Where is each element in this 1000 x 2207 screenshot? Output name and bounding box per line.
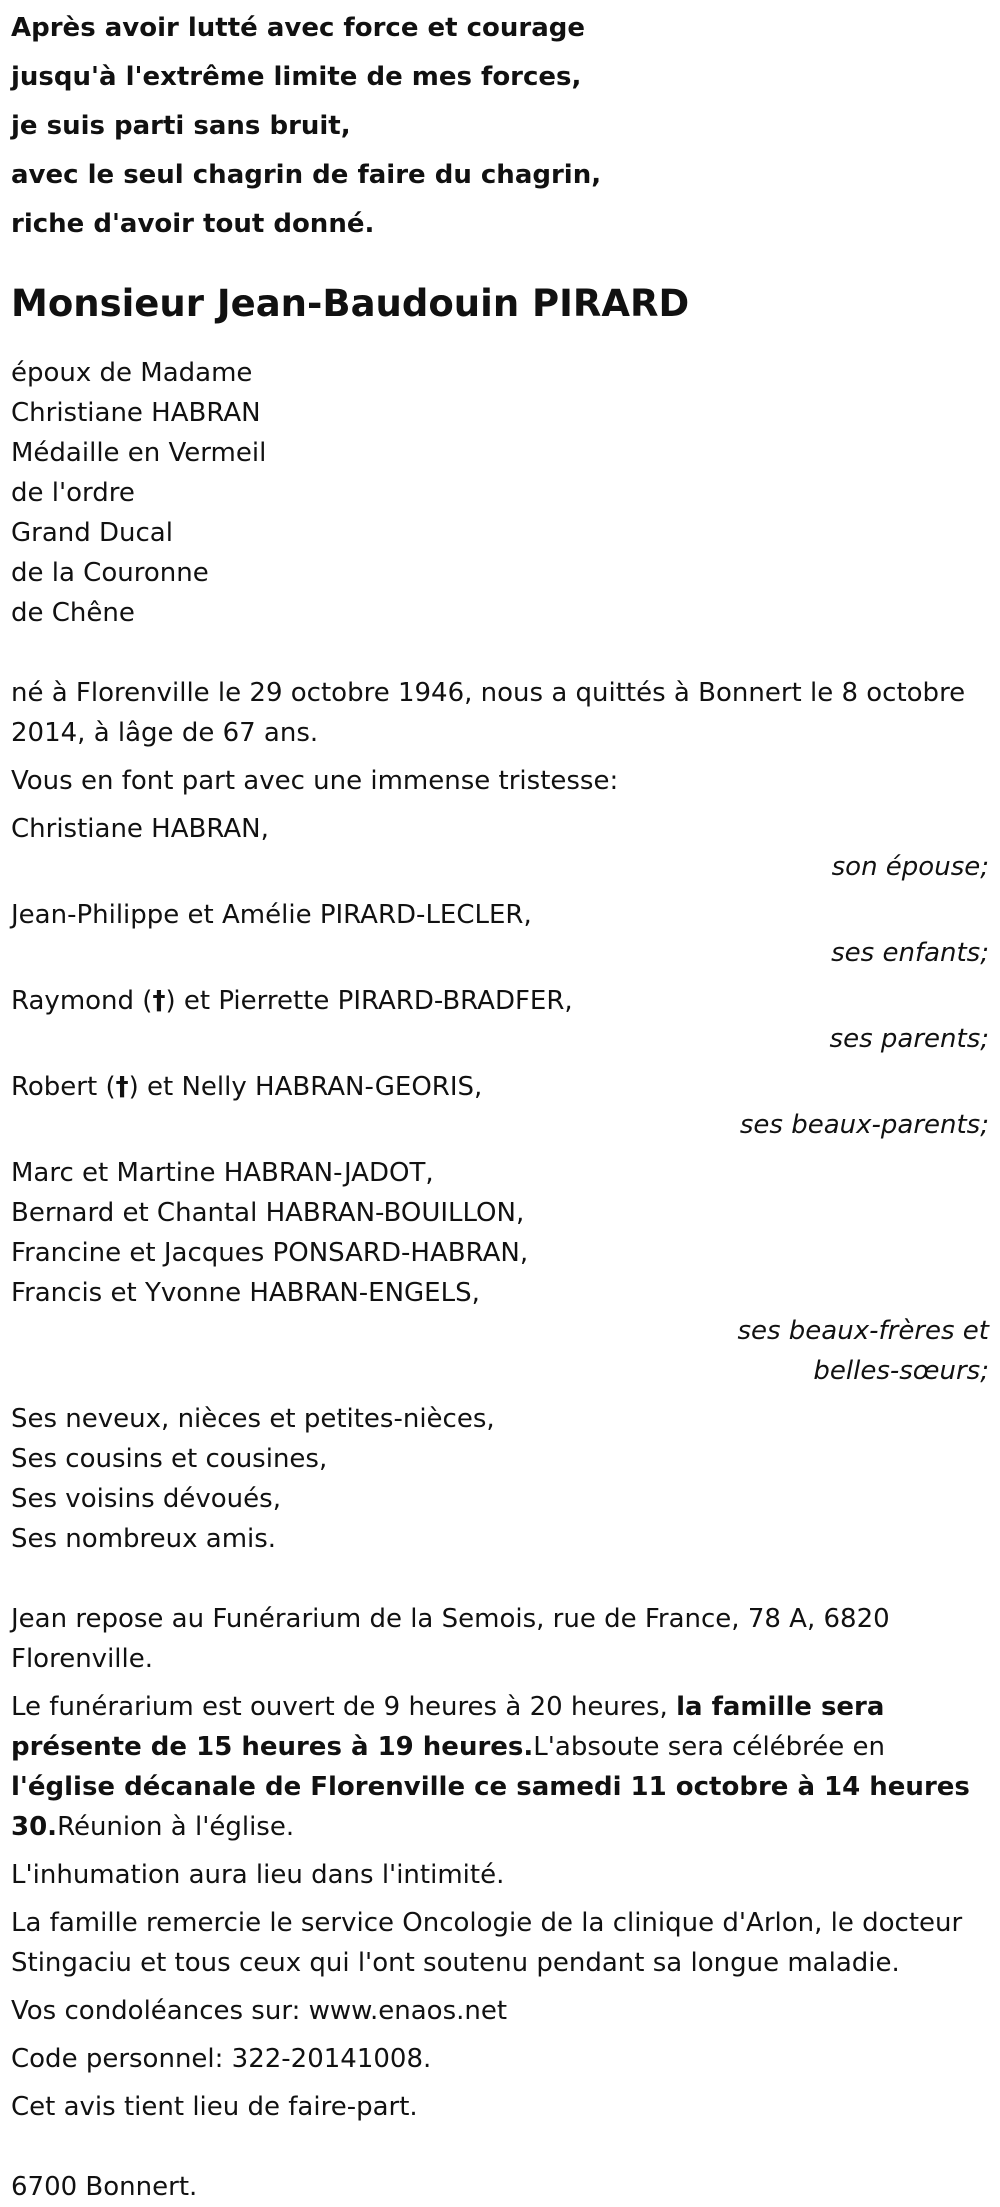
address: 6700 Bonnert. [11, 2172, 198, 2202]
children-name: Jean-Philippe et Amélie PIRARD-LECLER, [11, 900, 532, 930]
announcement-intro: Vous en font part avec une immense tristesse: [11, 766, 619, 796]
in-laws-name [11, 1067, 989, 1107]
parents-name-part: ) et Pierrette PIRARD-BRADFER, [165, 986, 573, 1016]
personal-code: Code personnel: 322-20141008. [11, 2044, 432, 2074]
other-relatives: Ses voisins dévoués, [11, 1484, 281, 1514]
family-siblings-in-law [11, 1153, 989, 1391]
parents-relation: ses parents; [829, 1024, 989, 1054]
birth-death: né à Florenville le 29 octobre 1946, nous a quittés à Bonnert le 8 octobre 2014, à lâge de 67 ans. [11, 678, 966, 748]
titles [11, 353, 989, 633]
family-spouse [11, 809, 989, 887]
other-relatives: Ses nombreux amis. [11, 1524, 277, 1554]
title-line: de Chêne [11, 598, 135, 628]
in-laws-name-part: ) et Nelly HABRAN-GEORIS, [128, 1072, 483, 1102]
parents-name-part: Raymond ( [11, 986, 153, 1016]
sibling-in-law: Francine et Jacques PONSARD-HABRAN, [11, 1238, 529, 1268]
rest-place: Jean repose au Funérarium de la Semois, rue de France, 78 A, 6820 Florenville. [11, 1604, 890, 1674]
siblings-in-law-relation: belles-sœurs; [813, 1356, 989, 1386]
parents-name [11, 981, 989, 1021]
sibling-in-law: Marc et Martine HABRAN-JADOT, [11, 1158, 434, 1188]
funeral-bold: la famille sera présente de 15 heures à 19 heures. [11, 1692, 885, 1762]
funeral-details [11, 1687, 989, 1847]
poem-line: riche d'avoir tout donné. [11, 209, 375, 239]
poem-line: jusqu'à l'extrême limite de mes forces, [11, 62, 582, 92]
other-relatives: Ses cousins et cousines, [11, 1444, 328, 1474]
siblings-in-law-relation: ses beaux-frères et [737, 1316, 989, 1346]
sibling-in-law: Bernard et Chantal HABRAN-BOUILLON, [11, 1198, 525, 1228]
family-children [11, 895, 989, 973]
funeral-bold: l'église décanale de Florenville ce samedi 11 octobre à 14 heures 30. [11, 1772, 970, 1842]
funeral-text: L'absoute sera célébrée en [533, 1732, 886, 1762]
cross-icon: † [152, 986, 166, 1016]
family-others [11, 1399, 989, 1559]
other-relatives: Ses neveux, nièces et petites-nièces, [11, 1404, 495, 1434]
poem-line: Après avoir lutté avec force et courage [11, 13, 586, 43]
spouse-name: Christiane HABRAN, [11, 814, 269, 844]
sibling-in-law: Francis et Yvonne HABRAN-ENGELS, [11, 1278, 480, 1308]
cross-icon: † [115, 1072, 129, 1102]
family-in-laws [11, 1067, 989, 1145]
funeral-text: Réunion à l'église. [57, 1812, 295, 1842]
family-parents [11, 981, 989, 1059]
in-laws-name-part: Robert ( [11, 1072, 116, 1102]
poem-line: avec le seul chagrin de faire du chagrin, [11, 160, 602, 190]
deceased-name: Monsieur Jean-Baudouin PIRARD [11, 282, 690, 325]
title-line: de la Couronne [11, 558, 209, 588]
notice: Cet avis tient lieu de faire-part. [11, 2092, 418, 2122]
title-line: Grand Ducal [11, 518, 173, 548]
burial: L'inhumation aura lieu dans l'intimité. [11, 1860, 505, 1890]
children-relation: ses enfants; [831, 938, 989, 968]
poem-line: je suis parti sans bruit, [11, 111, 351, 141]
title-line: Médaille en Vermeil [11, 438, 267, 468]
poem [11, 4, 989, 249]
title-line: Christiane HABRAN [11, 398, 261, 428]
funeral-text: Le funérarium est ouvert de 9 heures à 20 heures, [11, 1692, 677, 1722]
in-laws-relation: ses beaux-parents; [739, 1110, 989, 1140]
title-line: époux de Madame [11, 358, 253, 388]
condolences: Vos condoléances sur: www.enaos.net [11, 1996, 508, 2026]
thanks: La famille remercie le service Oncologie de la clinique d'Arlon, le docteur Stingaciu et tous ceux qui l'ont soutenu pendant sa longue maladie. [11, 1908, 963, 1978]
spouse-relation: son épouse; [831, 852, 989, 882]
title-line: de l'ordre [11, 478, 135, 508]
